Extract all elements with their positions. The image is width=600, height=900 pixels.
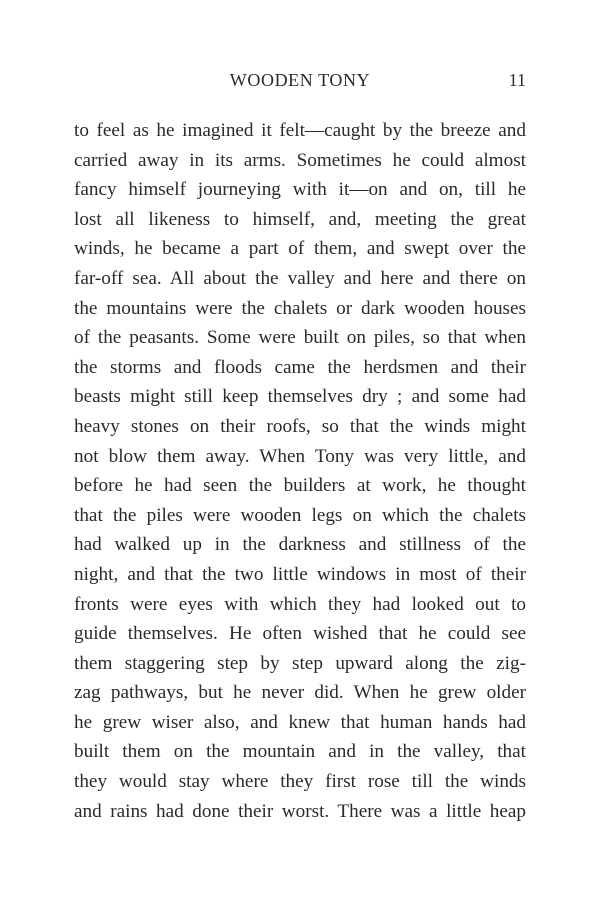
- text-line: not blow them away. When Tony was very little, and: [74, 445, 526, 467]
- text-line: far-off sea. All about the valley and here and there on: [74, 267, 526, 289]
- text-line: before he had seen the builders at work, he thought: [74, 475, 526, 497]
- text-line: fronts were eyes with which they had looked out to: [74, 593, 526, 615]
- text-line: heavy stones on their roofs, so that the winds might: [74, 415, 526, 437]
- text-line: beasts might still keep themselves dry ; and some had: [74, 386, 526, 408]
- text-line: them staggering step by step upward along the zig-: [74, 652, 526, 674]
- text-line: carried away in its arms. Sometimes he could almost: [74, 149, 526, 171]
- text-line: winds, he became a part of them, and swept over the: [74, 238, 526, 260]
- text-line: zag pathways, but he never did. When he grew older: [74, 682, 526, 704]
- text-line: to feel as he imagined it felt—caught by the breeze and: [74, 120, 526, 141]
- text-line: that the piles were wooden legs on which the chalets: [74, 504, 526, 526]
- text-line: of the peasants. Some were built on piles, so that when: [74, 327, 526, 349]
- running-header: [74, 68, 526, 92]
- text-line: lost all likeness to himself, and, meeting the great: [74, 208, 526, 230]
- text-line: night, and that the two little windows in most of their: [74, 563, 526, 585]
- text-line: built them on the mountain and in the valley, that: [74, 741, 526, 763]
- page-number: 11: [508, 70, 526, 90]
- running-title: WOODEN TONY: [229, 70, 371, 90]
- text-line: the storms and floods came the herdsmen and their: [74, 356, 526, 378]
- text-line: they would stay where they first rose till the winds: [74, 771, 526, 793]
- body-paragraph: [74, 116, 526, 826]
- text-line: he grew wiser also, and knew that human hands had: [74, 711, 526, 733]
- text-line: the mountains were the chalets or dark wooden houses: [74, 297, 526, 319]
- text-line: guide themselves. He often wished that he could see: [74, 623, 526, 645]
- text-line: fancy himself journeying with it—on and on, till he: [74, 179, 526, 201]
- text-line: and rains had done their worst. There was a little heap: [74, 800, 526, 822]
- text-line: had walked up in the darkness and stillness of the: [74, 534, 526, 556]
